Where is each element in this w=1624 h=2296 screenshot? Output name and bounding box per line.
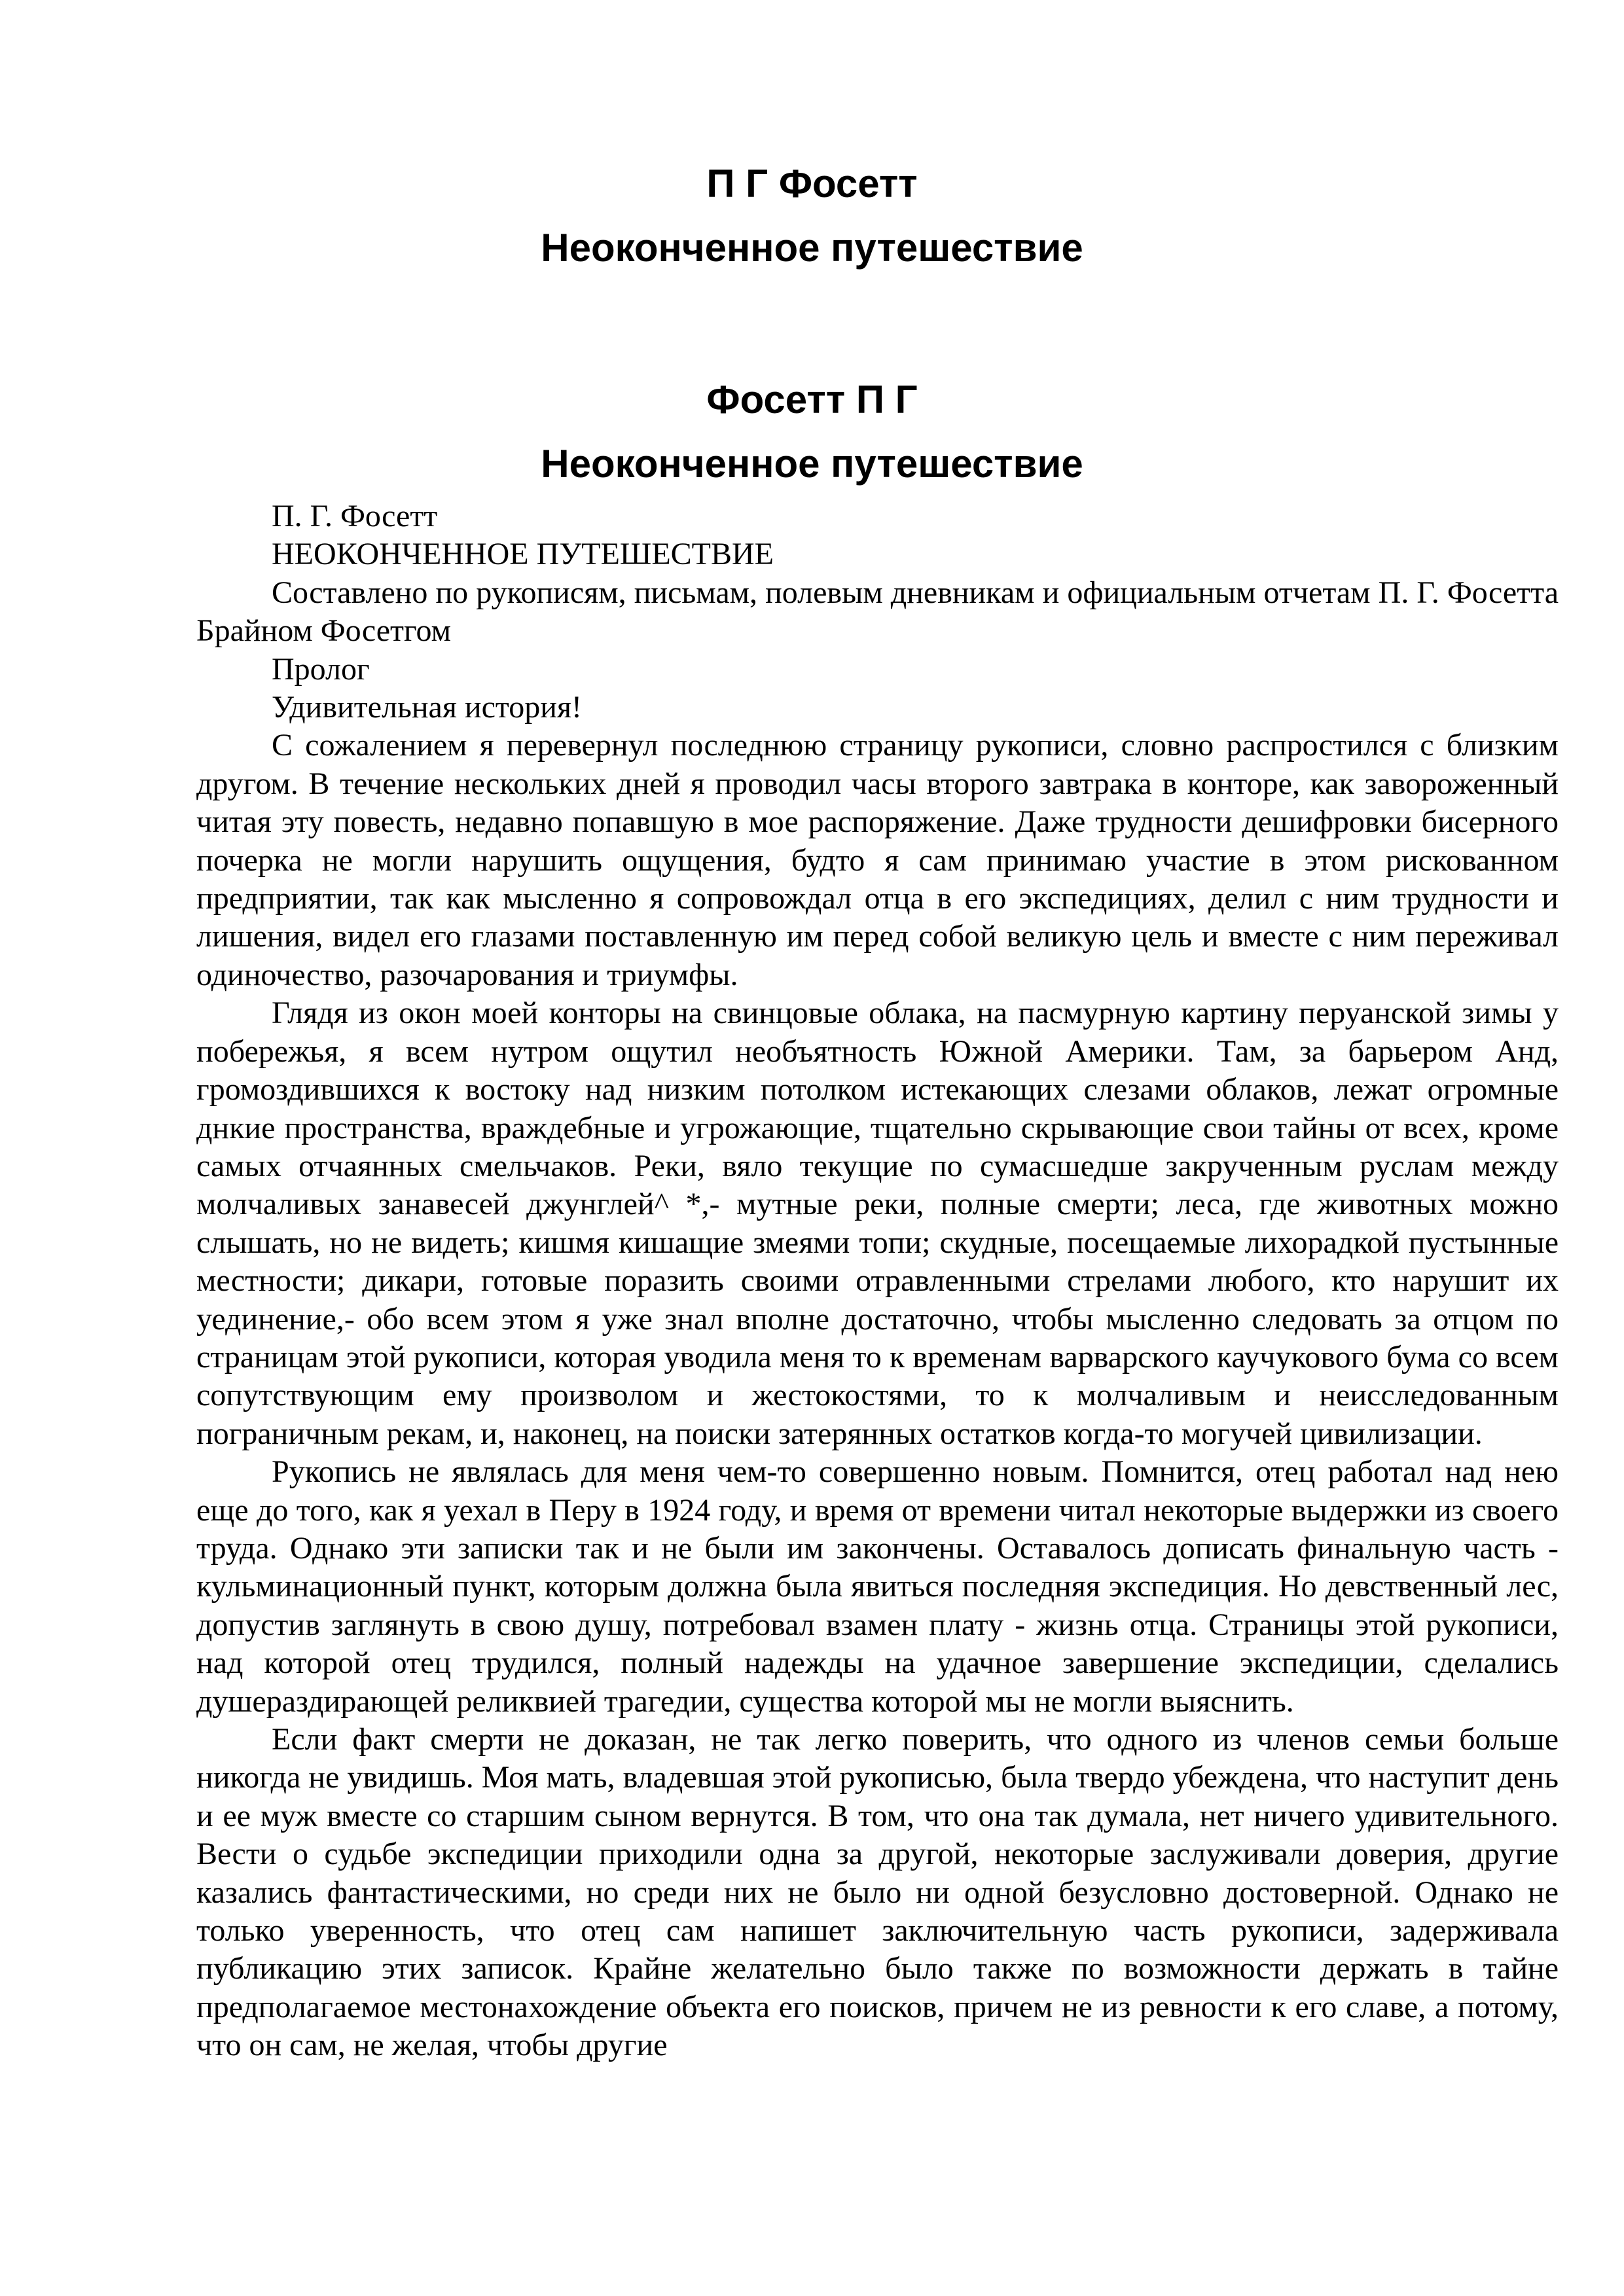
title-block-1 <box>0 152 1624 280</box>
paragraph-book-title: НЕОКОНЧЕННОЕ ПУТЕШЕСТВИЕ <box>272 537 774 572</box>
paragraph-subheading: Удивительная история! <box>272 690 582 725</box>
paragraph-compiled-by: Составлено по рукописям, письмам, полевым дневникам и официальным отчетам П. Г. Фосетта Брайном Фосетгом <box>196 575 1559 649</box>
paragraph-prologue-heading: Пролог <box>272 651 370 687</box>
header-2-author: Фосетт П Г <box>706 378 918 422</box>
paragraph-3: Рукопись не являлась для меня чем-то совершенно новым. Помнится, отец работал над нею еще до того, как я уехал в Перу в 1924 году, и время от времени читал некоторые выдержки из своего труда. Однако эти записки так и не были им закончены. Оставалось дописать финальную часть - кульминационный пункт, которым должна была явиться последняя экспедиция. Но девственный лес, допустив заглянуть в свою душу, потребовал взамен плату - жизнь отца. Страницы этой рукописи, над которой отец трудился, полный надежды на удачное завершение экспедиции, сделались душераздирающей реликвией трагедии, существа которой мы не могли выяснить. <box>196 1454 1559 1719</box>
header-1-title: Неоконченное путешествие <box>541 226 1083 270</box>
paragraph-2: Глядя из окон моей конторы на свинцовые облака, на пасмурную картину перуанской зимы у побережья, я всем нутром ощутил необъятность Южной Америки. Там, за барьером Анд, громоздившихся к востоку над низким потолком истекающих слезами облаков, лежат огромные днкие пространства, враждебные и угрожающие, тщательно скрывающие свои тайны от всех, кроме самых отчаянных смельчаков. Реки, вяло текущие по сумасшедше закрученным руслам между молчаливых занавесей джунглей^ *,- мутные реки, полные смерти; леса, где животных можно слышать, но не видеть; кишмя кишащие змеями топи; скудные, посещаемые лихорадкой пустынные местности; дикари, готовые поразить своими отравленными стрелами любого, кто нарушит их уединение,- обо всем этом я уже знал вполне достаточно, чтобы мысленно следовать за отцом по страницам этой рукописи, которая уводила меня то к временам варварского каучукового бума со всем сопутствующим ему произволом и жестокостями, то к молчаливым и неисследованным пограничным рекам, и, наконец, на поиски затерянных остатков когда-то могучей цивилизации. <box>196 996 1559 1451</box>
paragraph-1: С сожалением я перевернул последнюю страницу рукописи, словно распростился с близким другом. В течение нескольких дней я проводил часы второго завтрака в конторе, как завороженный читая эту повесть, недавно попавшую в мое распоряжение. Даже трудности дешифровки бисерного почерка не могли нарушить ощущения, будто я сам принимаю участие в этом рискованном предприятии, так как мысленно я сопровождал отца в его экспедициях, делил с ним трудности и лишения, видел его глазами поставленную им перед собой великую цель и вместе с ним переживал одиночество, разочарования и триумфы. <box>196 728 1559 992</box>
header-1-author: П Г Фосетт <box>706 162 918 206</box>
body-text <box>196 497 1559 2065</box>
paragraph-4: Если факт смерти не доказан, не так легко поверить, что одного из членов семьи больше никогда не увидишь. Моя мать, владевшая этой рукописью, была твердо убеждена, что наступит день и ее муж вместе со старшим сыном вернутся. В том, что она так думала, нет ничего удивительного. Вести о судьбе экспедиции приходили одна за другой, некоторые заслуживали доверия, другие казались фантастическими, но среди них не было ни одной безусловно достоверной. Однако не только уверенность, что отец сам напишет заключительную часть рукописи, задерживала публикацию этих записок. Крайне желательно было также по возможности держать в тайне предполагаемое местонахождение объекта его поисков, причем не из ревности к его славе, а потому, что он сам, не желая, чтобы другие <box>196 1722 1559 2063</box>
paragraph-author: П. Г. Фосетт <box>272 499 438 533</box>
header-2-title: Неоконченное путешествие <box>541 442 1083 486</box>
title-block-2 <box>0 368 1624 496</box>
